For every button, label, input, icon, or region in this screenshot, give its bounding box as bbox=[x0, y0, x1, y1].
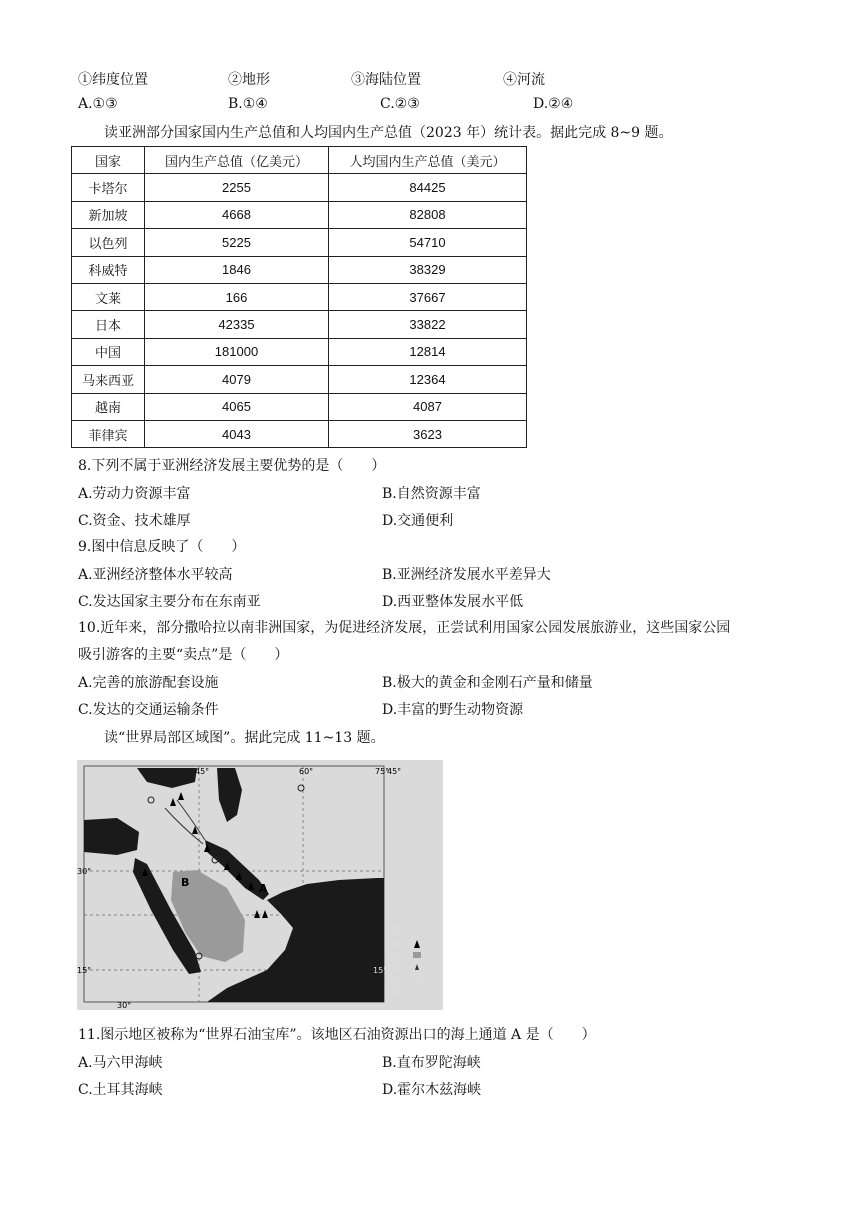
table-row bbox=[72, 256, 527, 283]
table-cell-per-capita: 12364 bbox=[329, 366, 527, 393]
table-cell-per-capita: 54710 bbox=[329, 229, 527, 256]
table-cell-gdp: 4065 bbox=[145, 393, 329, 420]
table-row bbox=[72, 366, 527, 393]
table-cell-country: 菲律宾 bbox=[72, 420, 145, 447]
table-cell-gdp: 2255 bbox=[145, 174, 329, 201]
q8-option-c: C.资金、技术雄厚 bbox=[78, 513, 191, 529]
q10-option-c: C.发达的交通运输条件 bbox=[78, 702, 219, 718]
q11-option-a: A.马六甲海峡 bbox=[78, 1055, 163, 1071]
table-cell-country: 以色列 bbox=[72, 229, 145, 256]
q7-items bbox=[78, 69, 778, 89]
table-cell-gdp: 1846 bbox=[145, 256, 329, 283]
q8-option-d: D.交通便利 bbox=[382, 513, 454, 529]
lon-label-75: 75° bbox=[375, 767, 390, 776]
lat-label-30: 30° bbox=[77, 867, 92, 876]
table-header-gdp: 国内生产总值（亿美元） bbox=[145, 147, 329, 174]
q9-options-row1 bbox=[78, 564, 778, 584]
q7-item-3: ③海陆位置 bbox=[351, 72, 421, 88]
lat-label-45: 45° bbox=[387, 767, 402, 776]
table-cell-per-capita: 3623 bbox=[329, 420, 527, 447]
q10-option-d: D.丰富的野生动物资源 bbox=[382, 702, 524, 718]
table-row bbox=[72, 229, 527, 256]
table-cell-per-capita: 38329 bbox=[329, 256, 527, 283]
table-header-per-capita: 人均国内生产总值（美元） bbox=[329, 147, 527, 174]
q7-options bbox=[78, 96, 778, 116]
table-row bbox=[72, 201, 527, 228]
table-cell-gdp: 5225 bbox=[145, 229, 329, 256]
q7-item-1: ①纬度位置 bbox=[78, 72, 148, 88]
table-cell-gdp: 166 bbox=[145, 283, 329, 310]
table-cell-gdp: 4079 bbox=[145, 366, 329, 393]
legend-desert-swatch bbox=[413, 952, 421, 958]
table-row bbox=[72, 338, 527, 365]
q9-option-a: A.亚洲经济整体水平较高 bbox=[78, 567, 233, 583]
q11-option-c: C.土耳其海峡 bbox=[78, 1082, 163, 1098]
q8-options-row1 bbox=[78, 483, 778, 503]
legend-oil: 石油 bbox=[387, 940, 401, 948]
table-row bbox=[72, 311, 527, 338]
q9-stem: 9.图中信息反映了（ ） bbox=[78, 539, 246, 555]
q7-item-2: ②地形 bbox=[228, 72, 270, 88]
table-row bbox=[72, 393, 527, 420]
gdp-table bbox=[71, 146, 527, 448]
legend-desert: 沙漠 bbox=[387, 952, 401, 960]
table-cell-gdp: 42335 bbox=[145, 311, 329, 338]
table-cell-country: 新加坡 bbox=[72, 201, 145, 228]
marker-b: B bbox=[181, 876, 190, 889]
legend-title: 图 例 bbox=[393, 925, 412, 934]
lon-label-45: 45° bbox=[195, 767, 210, 776]
q9-options-row2 bbox=[78, 591, 778, 611]
table-row bbox=[72, 283, 527, 310]
lat-label-15-right: 15° bbox=[373, 966, 388, 975]
table-cell-country: 日本 bbox=[72, 311, 145, 338]
table-cell-per-capita: 37667 bbox=[329, 283, 527, 310]
legend-city: 城市 bbox=[387, 976, 401, 984]
table-cell-country: 中国 bbox=[72, 338, 145, 365]
q8-options-row2 bbox=[78, 510, 778, 530]
table-cell-country: 科威特 bbox=[72, 256, 145, 283]
legend-agri: 农业区 bbox=[387, 964, 408, 972]
map-svg bbox=[77, 760, 443, 1010]
lat-label-15: 15° bbox=[77, 966, 92, 975]
q11-options-row1 bbox=[78, 1052, 778, 1072]
q11-options-row2 bbox=[78, 1079, 778, 1099]
table-cell-gdp: 181000 bbox=[145, 338, 329, 365]
q8-stem: 8.下列不属于亚洲经济发展主要优势的是（ ） bbox=[78, 458, 386, 474]
q10-options-row1 bbox=[78, 672, 778, 692]
world-partial-map bbox=[77, 760, 443, 1010]
q7-option-a: A.①③ bbox=[78, 96, 118, 112]
table-cell-country: 卡塔尔 bbox=[72, 174, 145, 201]
q7-option-b: B.①④ bbox=[228, 96, 268, 112]
table-row bbox=[72, 420, 527, 447]
q11-stem: 11.图示地区被称为“世界石油宝库”。该地区石油资源出口的海上通道 A 是（ ） bbox=[78, 1027, 596, 1043]
q10-stem-line2: 吸引游客的主要“卖点”是（ ） bbox=[78, 647, 289, 663]
q11-option-d: D.霍尔木兹海峡 bbox=[382, 1082, 482, 1098]
q9-option-c: C.发达国家主要分布在东南亚 bbox=[78, 594, 261, 610]
table-cell-country: 越南 bbox=[72, 393, 145, 420]
table-cell-per-capita: 12814 bbox=[329, 338, 527, 365]
q7-item-4: ④河流 bbox=[503, 72, 545, 88]
q8-option-a: A.劳动力资源丰富 bbox=[78, 486, 191, 502]
table-cell-gdp: 4668 bbox=[145, 201, 329, 228]
q10-options-row2 bbox=[78, 699, 778, 719]
lon-label-bottom: 30° bbox=[117, 1001, 132, 1010]
q7-option-c: C.②③ bbox=[380, 96, 420, 112]
table-cell-gdp: 4043 bbox=[145, 420, 329, 447]
table-cell-country: 文莱 bbox=[72, 283, 145, 310]
q7-option-d: D.②④ bbox=[533, 96, 574, 112]
table-cell-per-capita: 4087 bbox=[329, 393, 527, 420]
lon-label-60: 60° bbox=[299, 767, 314, 776]
q8-option-b: B.自然资源丰富 bbox=[382, 486, 481, 502]
table-header-country: 国家 bbox=[72, 147, 145, 174]
table-intro: 读亚洲部分国家国内生产总值和人均国内生产总值（2023 年）统计表。据此完成 8~9 题。 bbox=[104, 125, 673, 141]
q10-stem-line1: 10.近年来，部分撒哈拉以南非洲国家，为促进经济发展，正尝试利用国家公园发展旅游业，这些国家公园 bbox=[78, 620, 731, 636]
table-cell-per-capita: 82808 bbox=[329, 201, 527, 228]
map-intro: 读“世界局部区域图”。据此完成 11~13 题。 bbox=[104, 730, 385, 746]
q11-option-b: B.直布罗陀海峡 bbox=[382, 1055, 481, 1071]
q10-option-b: B.极大的黄金和金刚石产量和储量 bbox=[382, 675, 593, 691]
table-cell-per-capita: 33822 bbox=[329, 311, 527, 338]
table-cell-country: 马来西亚 bbox=[72, 366, 145, 393]
table-cell-per-capita: 84425 bbox=[329, 174, 527, 201]
table-header-row bbox=[72, 147, 527, 174]
legend-river: 河流 bbox=[387, 988, 401, 996]
q9-option-d: D.西亚整体发展水平低 bbox=[382, 594, 524, 610]
q10-option-a: A.完善的旅游配套设施 bbox=[78, 675, 219, 691]
table-row bbox=[72, 174, 527, 201]
marker-a: A bbox=[259, 882, 268, 895]
q9-option-b: B.亚洲经济发展水平差异大 bbox=[382, 567, 551, 583]
